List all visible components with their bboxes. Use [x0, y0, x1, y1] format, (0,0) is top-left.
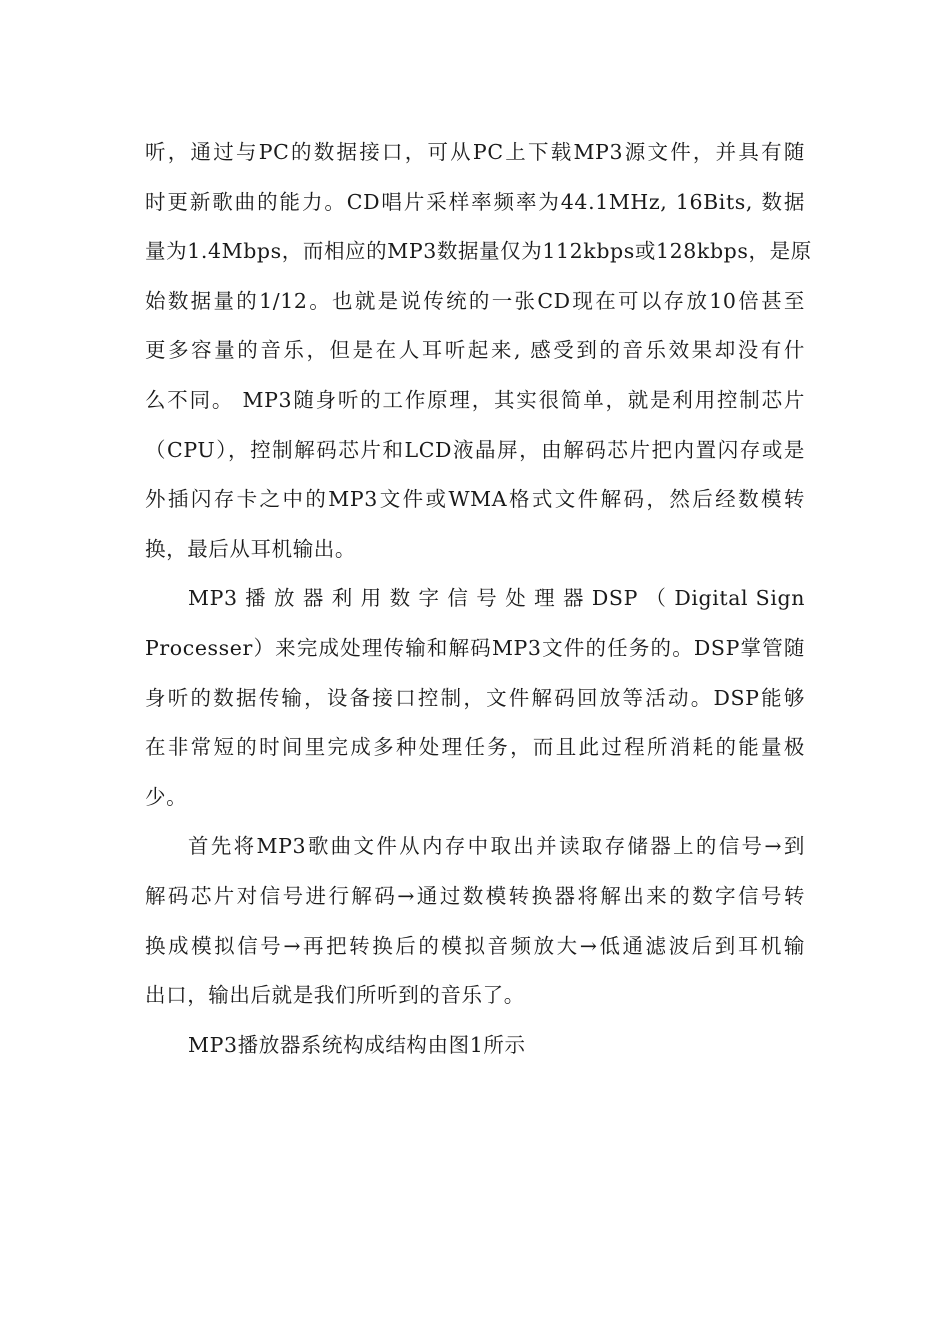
text-line: MP3 播 放 器 利 用 数 字 信 号 处 理 器 DSP （ Digital Sign: [188, 586, 805, 611]
text-line: MP3播放器系统构成结构由图1所示: [188, 1032, 526, 1057]
body-text: [145, 128, 812, 1070]
text-line: 出口，输出后就是我们所听到的音乐了。: [145, 983, 525, 1008]
text-line: 在非常短的时间里完成多种处理任务，而且此过程所消耗的能量极: [145, 735, 805, 760]
text-line: 听，通过与PC的数据接口，可从PC上下载MP3源文件，并具有随: [145, 140, 805, 164]
text-line: 外插闪存卡之中的MP3文件或WMA格式文件解码，然后经数模转: [145, 487, 805, 512]
text-line: 么不同。 MP3随身听的工作原理，其实很简单，就是利用控制芯片: [145, 387, 805, 412]
text-line: 身听的数据传输，设备接口控制，文件解码回放等活动。DSP能够: [145, 685, 805, 710]
text-line: 首先将MP3歌曲文件从内存中取出并读取存储器上的信号→到: [188, 834, 805, 859]
text-line: Processer）来完成处理传输和解码MP3文件的任务的。DSP掌管随: [145, 635, 805, 660]
text-line: 更多容量的音乐，但是在人耳听起来, 感受到的音乐效果却没有什: [145, 338, 805, 363]
text-line: 时更新歌曲的能力。CD唱片采样率频率为44.1MHz, 16Bits, 数据: [145, 189, 805, 214]
text-line: 解码芯片对信号进行解码→通过数模转换器将解出来的数字信号转: [145, 883, 805, 908]
text-line: （CPU），控制解码芯片和LCD液晶屏，由解码芯片把内置闪存或是: [145, 437, 805, 462]
text-line: 始数据量的1/12。也就是说传统的一张CD现在可以存放10倍甚至: [145, 288, 805, 313]
text-line: 换成模拟信号→再把转换后的模拟音频放大→低通滤波后到耳机输: [145, 933, 805, 958]
text-line: 量为1.4Mbps，而相应的MP3数据量仅为112kbps或128kbps，是原: [145, 239, 812, 264]
text-line: 换，最后从耳机输出。: [145, 536, 356, 561]
text-line: 少。: [145, 784, 188, 809]
